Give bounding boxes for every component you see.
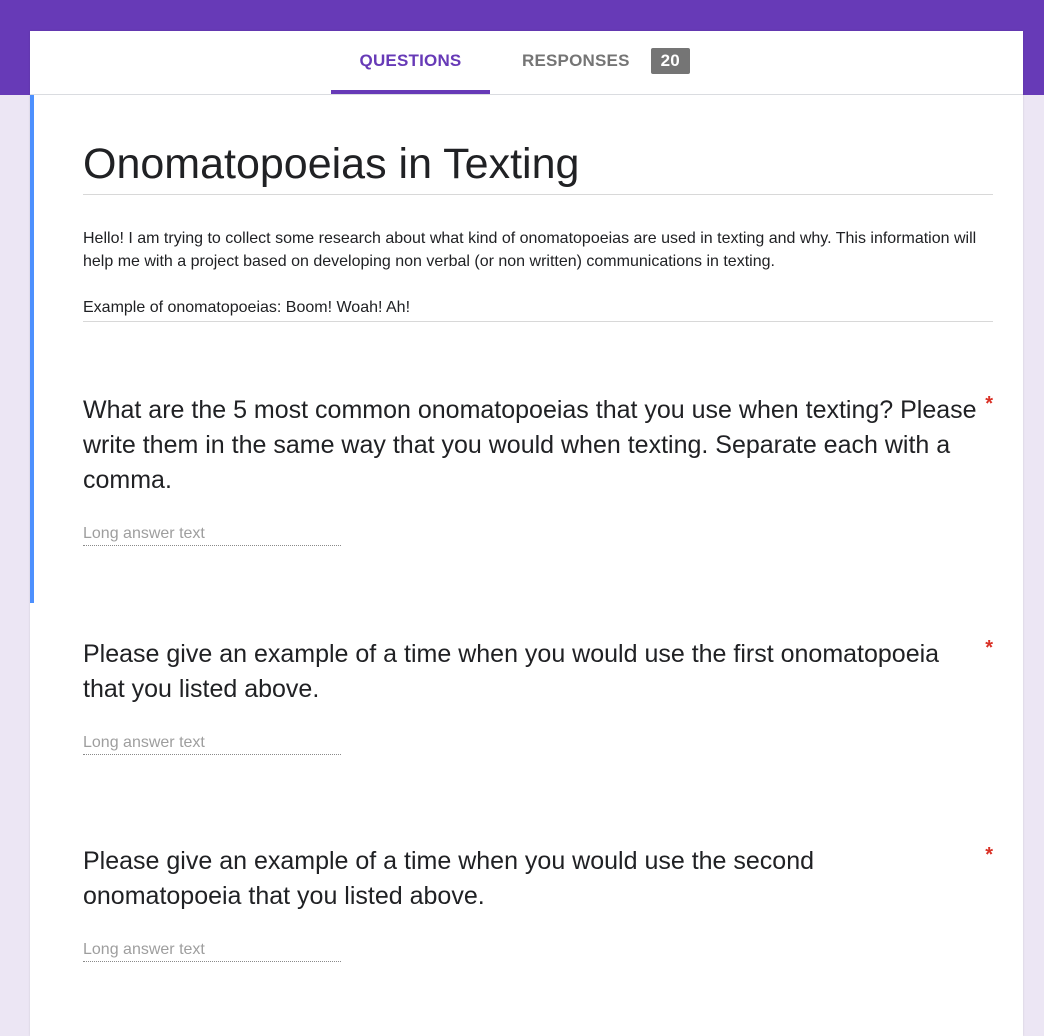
question-card[interactable]: [83, 393, 993, 546]
required-asterisk: *: [985, 637, 993, 659]
form-description-example: Example of onomatopoeias: Boom! Woah! Ah!: [83, 296, 993, 322]
tab-responses[interactable]: [510, 31, 700, 94]
tab-responses-label: RESPONSES: [522, 51, 630, 70]
form-content: [83, 95, 993, 958]
required-asterisk: *: [985, 844, 993, 866]
long-answer-field[interactable]: Long answer text: [83, 941, 341, 962]
question-card[interactable]: [83, 637, 993, 755]
tab-bar: [30, 31, 1023, 95]
question-card[interactable]: [83, 844, 993, 962]
long-answer-field[interactable]: Long answer text: [83, 525, 341, 546]
tab-questions[interactable]: [331, 31, 490, 94]
form-description[interactable]: [83, 227, 993, 322]
question-text: Please give an example of a time when you would use the first onomatopoeia that you listed above.: [83, 640, 940, 703]
question-text: What are the 5 most common onomatopoeias that you use when texting? Please write them in the same way that you would when texting. Separate each with a comma.: [83, 396, 977, 494]
responses-count-badge: 20: [651, 48, 690, 74]
form-description-text: Hello! I am trying to collect some research about what kind of onomatopoeias are used in texting and why. This information will help me with a project based on developing non verbal (or non written) communications in texting.: [83, 230, 977, 270]
long-answer-field[interactable]: Long answer text: [83, 734, 341, 755]
question-text: Please give an example of a time when you would use the second onomatopoeia that you listed above.: [83, 847, 815, 910]
required-asterisk: *: [985, 393, 993, 415]
form-card: [30, 31, 1023, 1036]
active-section-indicator: [30, 95, 34, 603]
form-title[interactable]: Onomatopoeias in Texting: [83, 139, 993, 195]
tab-questions-label: QUESTIONS: [359, 51, 462, 70]
